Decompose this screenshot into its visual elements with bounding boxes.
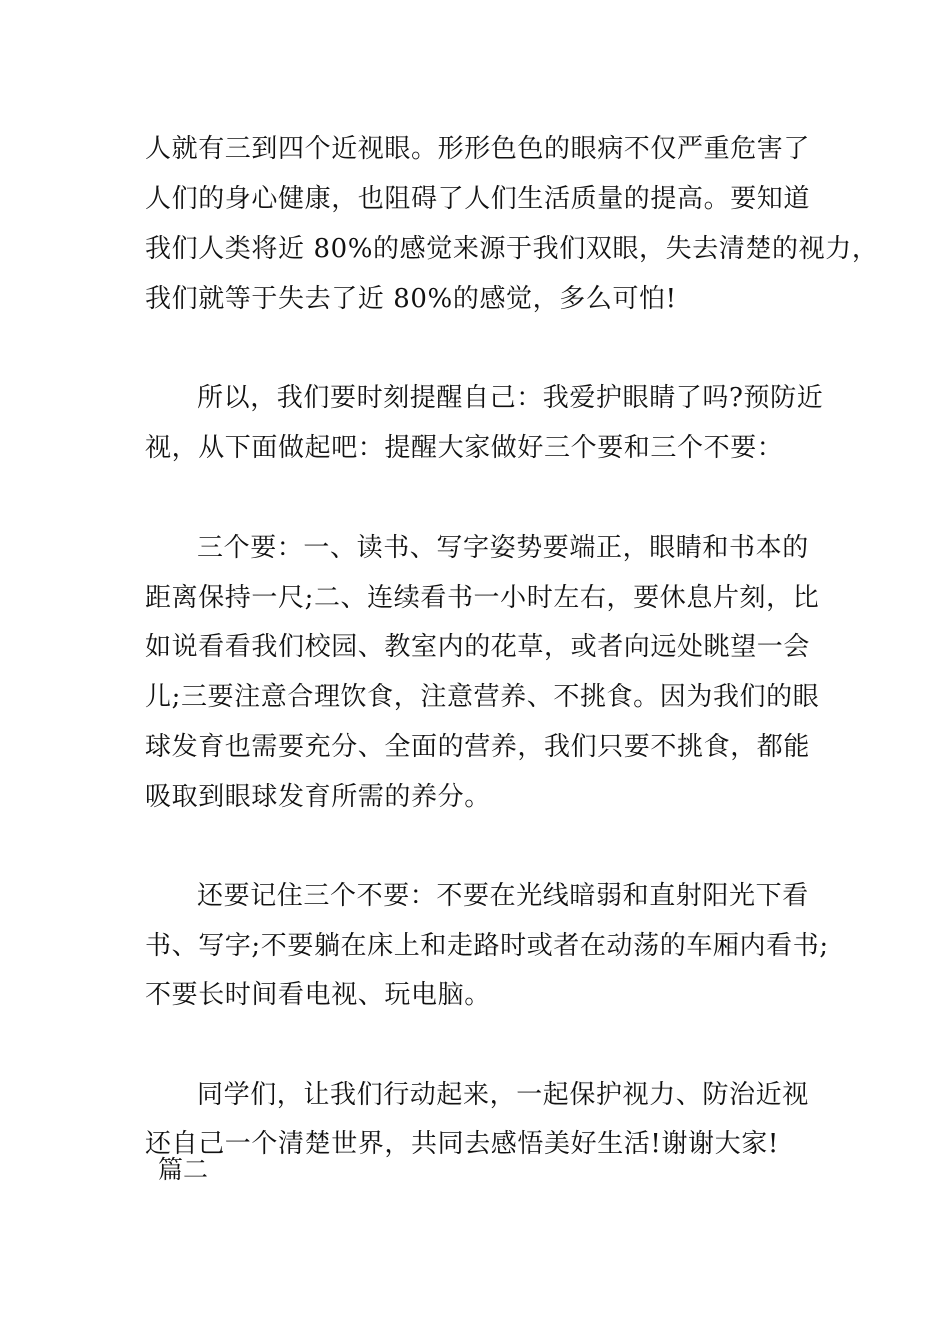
text-line: 三个要：一、读书、写字姿势要端正，眼睛和书本的 bbox=[197, 533, 809, 563]
text-line: 我们人类将近 80%的感觉来源于我们双眼，失去清楚的视力， bbox=[145, 234, 879, 264]
text-line: 距离保持一尺;二、连续看书一小时左右，要休息片刻，比 bbox=[145, 583, 820, 613]
text-line: 儿;三要注意合理饮食，注意营养、不挑食。因为我们的眼 bbox=[145, 682, 820, 712]
text-line: 我们就等于失去了近 80%的感觉，多么可怕! bbox=[145, 284, 677, 314]
text-line: 吸取到眼球发育所需的养分。 bbox=[145, 782, 491, 812]
text-line: 人们的身心健康，也阻碍了人们生活质量的提高。要知道 bbox=[145, 184, 811, 214]
text-line: 书、写字;不要躺在床上和走路时或者在动荡的车厢内看书; bbox=[145, 931, 829, 961]
text-line: 不要长时间看电视、玩电脑。 bbox=[145, 980, 491, 1010]
text-line: 如说看看我们校园、教室内的花草，或者向远处眺望一会 bbox=[145, 632, 811, 662]
text-line: 还要记住三个不要：不要在光线暗弱和直射阳光下看 bbox=[197, 881, 809, 911]
text-line: 所以，我们要时刻提醒自己：我爱护眼睛了吗?预防近 bbox=[197, 383, 824, 413]
section-heading: 篇二 bbox=[158, 1155, 209, 1184]
text-line: 还自己一个清楚世界，共同去感悟美好生活!谢谢大家! bbox=[145, 1129, 779, 1159]
text-line: 视，从下面做起吧：提醒大家做好三个要和三个不要： bbox=[145, 433, 784, 463]
text-line: 同学们，让我们行动起来，一起保护视力、防治近视 bbox=[197, 1080, 809, 1110]
text-line: 人就有三到四个近视眼。形形色色的眼病不仅严重危害了 bbox=[145, 134, 811, 164]
text-line: 球发育也需要充分、全面的营养，我们只要不挑食，都能 bbox=[145, 732, 811, 762]
